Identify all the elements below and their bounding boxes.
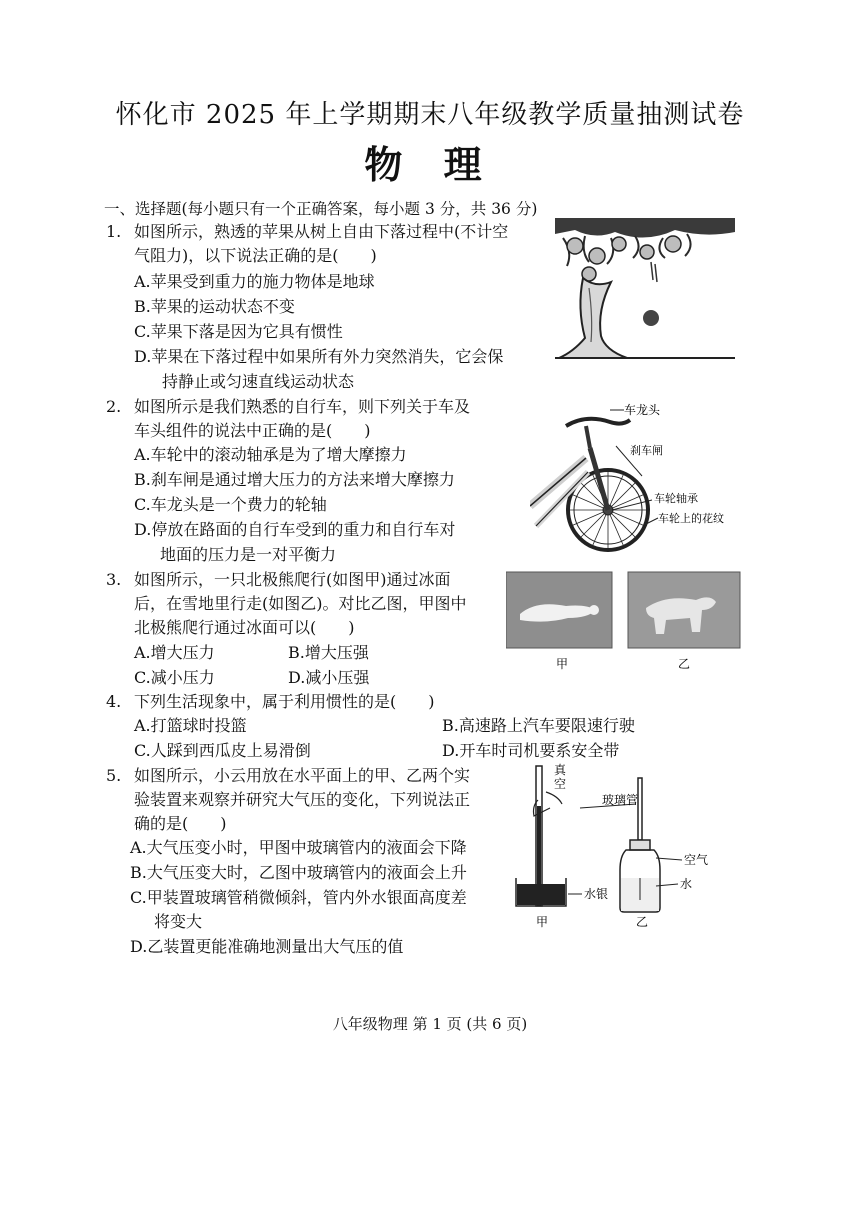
- option-c-continued: 将变大: [154, 912, 203, 931]
- label-vacuum-1: 真: [554, 763, 567, 777]
- barometer-figure: [510, 760, 740, 932]
- subject-title: 物 理: [364, 142, 496, 187]
- page-footer: 八年级物理 第 1 页 (共 6 页): [332, 1015, 528, 1033]
- option-a: A.增大压力: [134, 643, 215, 662]
- label-yi: 乙: [678, 657, 691, 671]
- option-a: A.苹果受到重力的施力物体是地球: [134, 272, 375, 291]
- question-stem-line: 如图所示，熟透的苹果从树上自由下落过程中(不计空: [134, 222, 509, 241]
- question-number: 1.: [106, 222, 122, 241]
- question-number: 2.: [106, 397, 122, 416]
- question-stem-line: 如图所示，小云用放在水平面上的甲、乙两个实: [134, 766, 471, 785]
- question-number: 3.: [106, 570, 122, 589]
- option-a: A.大气压变小时，甲图中玻璃管内的液面会下降: [130, 838, 467, 857]
- option-d: D.减小压强: [288, 668, 370, 687]
- section-heading: 一、选择题(每小题只有一个正确答案，每小题 3 分，共 36 分): [104, 200, 538, 218]
- label-water: 水: [680, 877, 693, 891]
- option-b: B.大气压变大时，乙图中玻璃管内的液面会上升: [130, 863, 467, 882]
- label-brake: 刹车闸: [630, 444, 663, 457]
- option-c: C.减小压力: [134, 668, 215, 687]
- exam-title: 怀化市 2025 年上学期期末八年级教学质量抽测试卷: [115, 100, 745, 130]
- label-air: 空气: [684, 853, 709, 867]
- question-stem-line: 如图所示，一只北极熊爬行(如图甲)通过冰面: [134, 570, 451, 589]
- option-d: D.苹果在下落过程中如果所有外力突然消失，它会保: [134, 347, 504, 366]
- label-jia: 甲: [536, 915, 549, 929]
- option-b: B.苹果的运动状态不变: [134, 297, 295, 316]
- question-stem-line: 确的是( ): [134, 814, 227, 833]
- polar-bear-figure: [506, 570, 746, 676]
- bicycle-figure: [530, 396, 740, 554]
- label-vacuum-2: 空: [554, 777, 567, 791]
- label-jia: 甲: [556, 657, 569, 671]
- question-stem-line: 北极熊爬行通过冰面可以( ): [134, 618, 355, 637]
- option-c: C.车龙头是一个费力的轮轴: [134, 495, 327, 514]
- label-bearing: 车轮轴承: [654, 492, 698, 505]
- question-stem-line: 验装置来观察并研究大气压的变化，下列说法正: [134, 790, 471, 809]
- option-b: B.增大压强: [288, 643, 369, 662]
- option-d: D.乙装置更能准确地测量出大气压的值: [130, 937, 404, 956]
- question-number: 5.: [106, 766, 122, 785]
- label-tire-pattern: 车轮上的花纹: [658, 512, 724, 525]
- option-a: A.打篮球时投篮: [134, 716, 247, 735]
- option-b: B.刹车闸是通过增大压力的方法来增大摩擦力: [134, 470, 455, 489]
- option-b: B.高速路上汽车要限速行驶: [442, 716, 635, 735]
- apple-tree-figure: [555, 218, 735, 360]
- label-glass-tube: 玻璃管: [602, 793, 639, 807]
- option-c: C.苹果下落是因为它具有惯性: [134, 322, 343, 341]
- question-stem-line: 如图所示是我们熟悉的自行车，则下列关于车及: [134, 397, 471, 416]
- option-d: D.停放在路面的自行车受到的重力和自行车对: [134, 520, 456, 539]
- option-a: A.车轮中的滚动轴承是为了增大摩擦力: [134, 445, 407, 464]
- question-stem-line: 气阻力)，以下说法正确的是( ): [134, 246, 377, 265]
- question-number: 4.: [106, 692, 122, 711]
- option-d-continued: 地面的压力是一对平衡力: [160, 545, 337, 564]
- option-c: C.甲装置玻璃管稍微倾斜，管内外水银面高度差: [130, 888, 467, 907]
- question-stem-line: 下列生活现象中，属于利用惯性的是( ): [134, 692, 435, 711]
- option-d: D.开车时司机要系安全带: [442, 741, 620, 760]
- label-handlebar: 车龙头: [624, 403, 661, 417]
- label-mercury: 水银: [584, 887, 609, 901]
- question-stem-line: 车头组件的说法中正确的是( ): [134, 421, 371, 440]
- option-c: C.人踩到西瓜皮上易滑倒: [134, 741, 311, 760]
- option-d-continued: 持静止或匀速直线运动状态: [162, 372, 355, 391]
- label-yi: 乙: [636, 915, 649, 929]
- question-stem-line: 后，在雪地里行走(如图乙)。对比乙图，甲图中: [134, 594, 467, 613]
